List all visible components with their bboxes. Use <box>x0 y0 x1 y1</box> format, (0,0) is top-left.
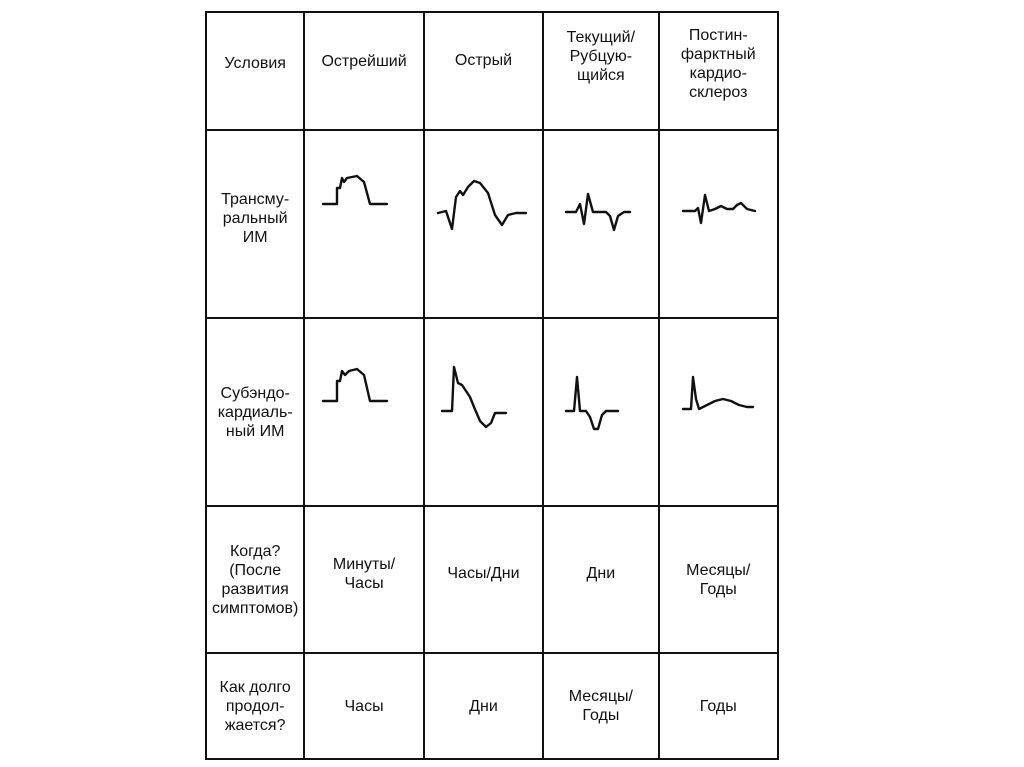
header-conditions: Условия <box>206 12 304 130</box>
transmural-postinfarction-ecg-icon <box>663 165 773 255</box>
subendocardial-acute-ecg-icon <box>428 357 538 447</box>
subendocardial-hyperacute-cell <box>304 318 423 506</box>
subendocardial-evolving-cell <box>543 318 658 506</box>
duration-evolving: Месяцы/ Годы <box>543 653 658 759</box>
subendocardial-row <box>206 318 778 506</box>
subendocardial-label: Субэндо- кардиаль- ный ИМ <box>206 318 304 506</box>
transmural-evolving-ecg-icon <box>546 166 656 256</box>
subendocardial-postinfarction-ecg-icon <box>663 359 773 449</box>
transmural-postinfarction-cell <box>659 130 778 318</box>
when-evolving: Дни <box>543 506 658 653</box>
duration-row <box>206 653 778 759</box>
header-acute: Острый <box>424 12 543 130</box>
when-acute: Часы/Дни <box>424 506 543 653</box>
header-evolving: Текущий/ Рубцую- щийся <box>543 12 658 130</box>
mi-stages-table <box>205 11 779 760</box>
when-hyperacute: Минуты/ Часы <box>304 506 423 653</box>
header-postinfarction: Постин- фарктный кардио- склероз <box>659 12 778 130</box>
transmural-acute-ecg-icon <box>428 167 538 257</box>
transmural-hyperacute-cell <box>304 130 423 318</box>
subendocardial-evolving-ecg-icon <box>546 359 656 449</box>
header-row <box>206 12 778 130</box>
transmural-hyperacute-ecg-icon <box>309 156 419 246</box>
duration-label: Как долго продол- жается? <box>206 653 304 759</box>
transmural-evolving-cell <box>543 130 658 318</box>
transmural-acute-cell <box>424 130 543 318</box>
when-row <box>206 506 778 653</box>
duration-acute: Дни <box>424 653 543 759</box>
when-postinfarction: Месяцы/ Годы <box>659 506 778 653</box>
subendocardial-postinfarction-cell <box>659 318 778 506</box>
header-hyperacute: Острейший <box>304 12 423 130</box>
transmural-row <box>206 130 778 318</box>
subendocardial-acute-cell <box>424 318 543 506</box>
duration-postinfarction: Годы <box>659 653 778 759</box>
subendocardial-hyperacute-ecg-icon <box>309 347 419 437</box>
duration-hyperacute: Часы <box>304 653 423 759</box>
when-label: Когда? (После развития симптомов) <box>206 506 304 653</box>
transmural-label: Трансму- ральный ИМ <box>206 130 304 318</box>
